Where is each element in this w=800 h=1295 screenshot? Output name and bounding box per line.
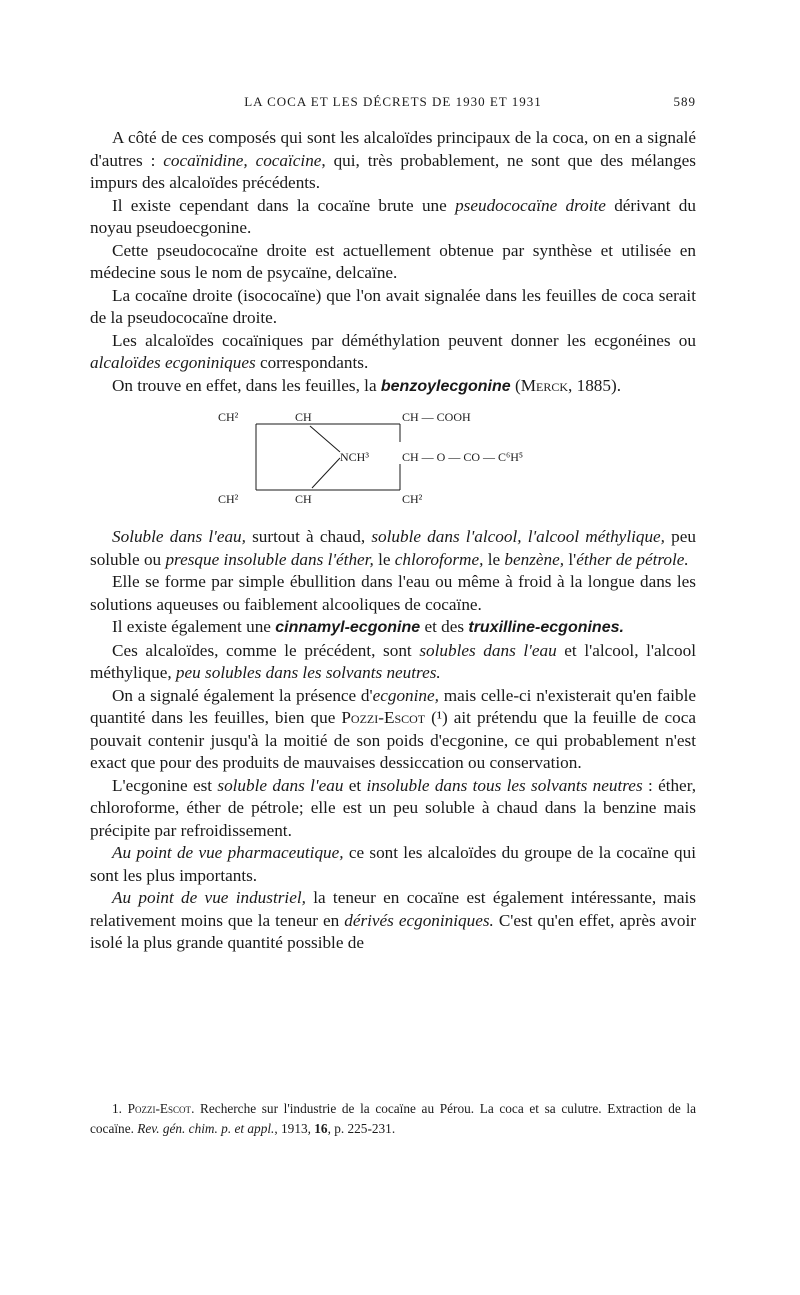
paragraph: On a signalé également la présence d'ecgonine, mais celle-ci n'existerait qu'en faible quantité dans les feuilles, bien que Pozzi-Escot (¹) ait prétendu que la feuille de coca pouvait contenir jusqu'à la moitié de son poids d'ecgonine, ce qui probablement n'est exact que pour des produits de mauvaises dessiccation ou conservation. (90, 685, 697, 772)
paragraph: Il existe cependant dans la cocaïne brute une pseudococaïne droite dérivant du noyau pseudoecgonine. (90, 195, 696, 237)
formula-ch2-bottom: CH² (218, 492, 239, 506)
footnote (90, 1099, 696, 1139)
author-name: Merck (520, 375, 568, 395)
formula-ch-cooh: CH — COOH (402, 410, 471, 424)
formula-ch-top: CH (295, 410, 312, 424)
italic-text: cocaïnidine, cocaïcine (163, 150, 322, 170)
formula-ch2-top: CH² (218, 410, 239, 424)
formula-ch2-right: CH² (402, 492, 423, 506)
bold-term: cinnamyl-ecgonine (275, 619, 421, 636)
paragraph: Cette pseudococaïne droite est actuellement obtenue par synthèse et utilisée en médecine sous le nom de psycaïne, delcaïne. (90, 240, 696, 282)
paragraph: Au point de vue pharmaceutique, ce sont les alcaloïdes du groupe de la cocaïne qui sont les plus importants. (90, 843, 696, 885)
running-title: LA COCA ET LES DÉCRETS DE 1930 ET 1931 (244, 94, 542, 109)
author-name: Pozzi-Escot (127, 1101, 192, 1116)
paragraph: Les alcaloïdes cocaïniques par déméthylation peuvent donner les ecgonéines ou alcaloïdes ecgoniniques correspondants. (90, 330, 696, 372)
bold-term: benzoylecgonine (380, 377, 511, 395)
paragraph: Au point de vue industriel, la teneur en cocaïne est également intéressante, mais relativement moins que la teneur en dérivés ecgoniniques. C'est qu'en effet, après avoir isolé la plus grande quantité possible de (90, 888, 696, 952)
footnote-text: 1. Pozzi-Escot. Recherche sur l'industrie de la cocaïne au Pérou. La coca et sa culutre. Extraction de la cocaïne. Rev. gén. chim. p. et appl., 1913, 16, p. 225-231. (90, 1101, 696, 1136)
chemical-formula (90, 402, 696, 520)
paragraph: L'ecgonine est soluble dans l'eau et insoluble dans tous les solvants neutres : éther, chloroforme, éther de pétrole; elle est un peu soluble à chaud dans la benzine mais précipite par refroidissement. (90, 775, 697, 840)
formula-ch-ester: CH — O — CO — C⁶H⁵ (402, 450, 524, 464)
paragraph: Il existe également une cinnamyl-ecgonine et des truxilline-ecgonines. (112, 617, 624, 636)
body-text (90, 127, 696, 955)
running-header (90, 94, 696, 116)
formula-nch3: NCH³ (340, 450, 369, 464)
paragraph: Soluble dans l'eau, surtout à chaud, soluble dans l'alcool, l'alcool méthylique, peu soluble ou presque insoluble dans l'éther, le chloroforme, le benzène, l'éther de pétrole. (90, 527, 696, 569)
formula-bonds (90, 402, 696, 520)
paragraph: On trouve en effet, dans les feuilles, la benzoylecgonine (Merck, 1885). (112, 375, 621, 395)
formula-ch-bottom: CH (295, 492, 312, 506)
paragraph: Ces alcaloïdes, comme le précédent, sont solubles dans l'eau et l'alcool, l'alcool méthylique, peu solubles dans les solvants neutres. (90, 640, 697, 682)
italic-text: alcaloïdes ecgoniniques (90, 353, 256, 372)
author-name: Pozzi-Escot (341, 708, 426, 727)
italic-text: pseudococaïne droite (455, 195, 606, 215)
paragraph: Elle se forme par simple ébullition dans l'eau ou même à froid à la longue dans les solutions aqueuses ou faiblement alcooliques de cocaïne. (90, 572, 696, 614)
page-number: 589 (673, 94, 696, 109)
paragraph: A côté de ces composés qui sont les alcaloïdes principaux de la coca, on en a signalé d'autres : cocaïnidine, cocaïcine, qui, très probablement, ne sont que des mélanges impurs des alcaloïdes précédents. (90, 128, 696, 192)
paragraph: La cocaïne droite (isococaïne) que l'on avait signalée dans les feuilles de coca serait de la pseudococaïne droite. (90, 285, 696, 327)
bold-term: truxilline-ecgonines. (468, 619, 624, 636)
